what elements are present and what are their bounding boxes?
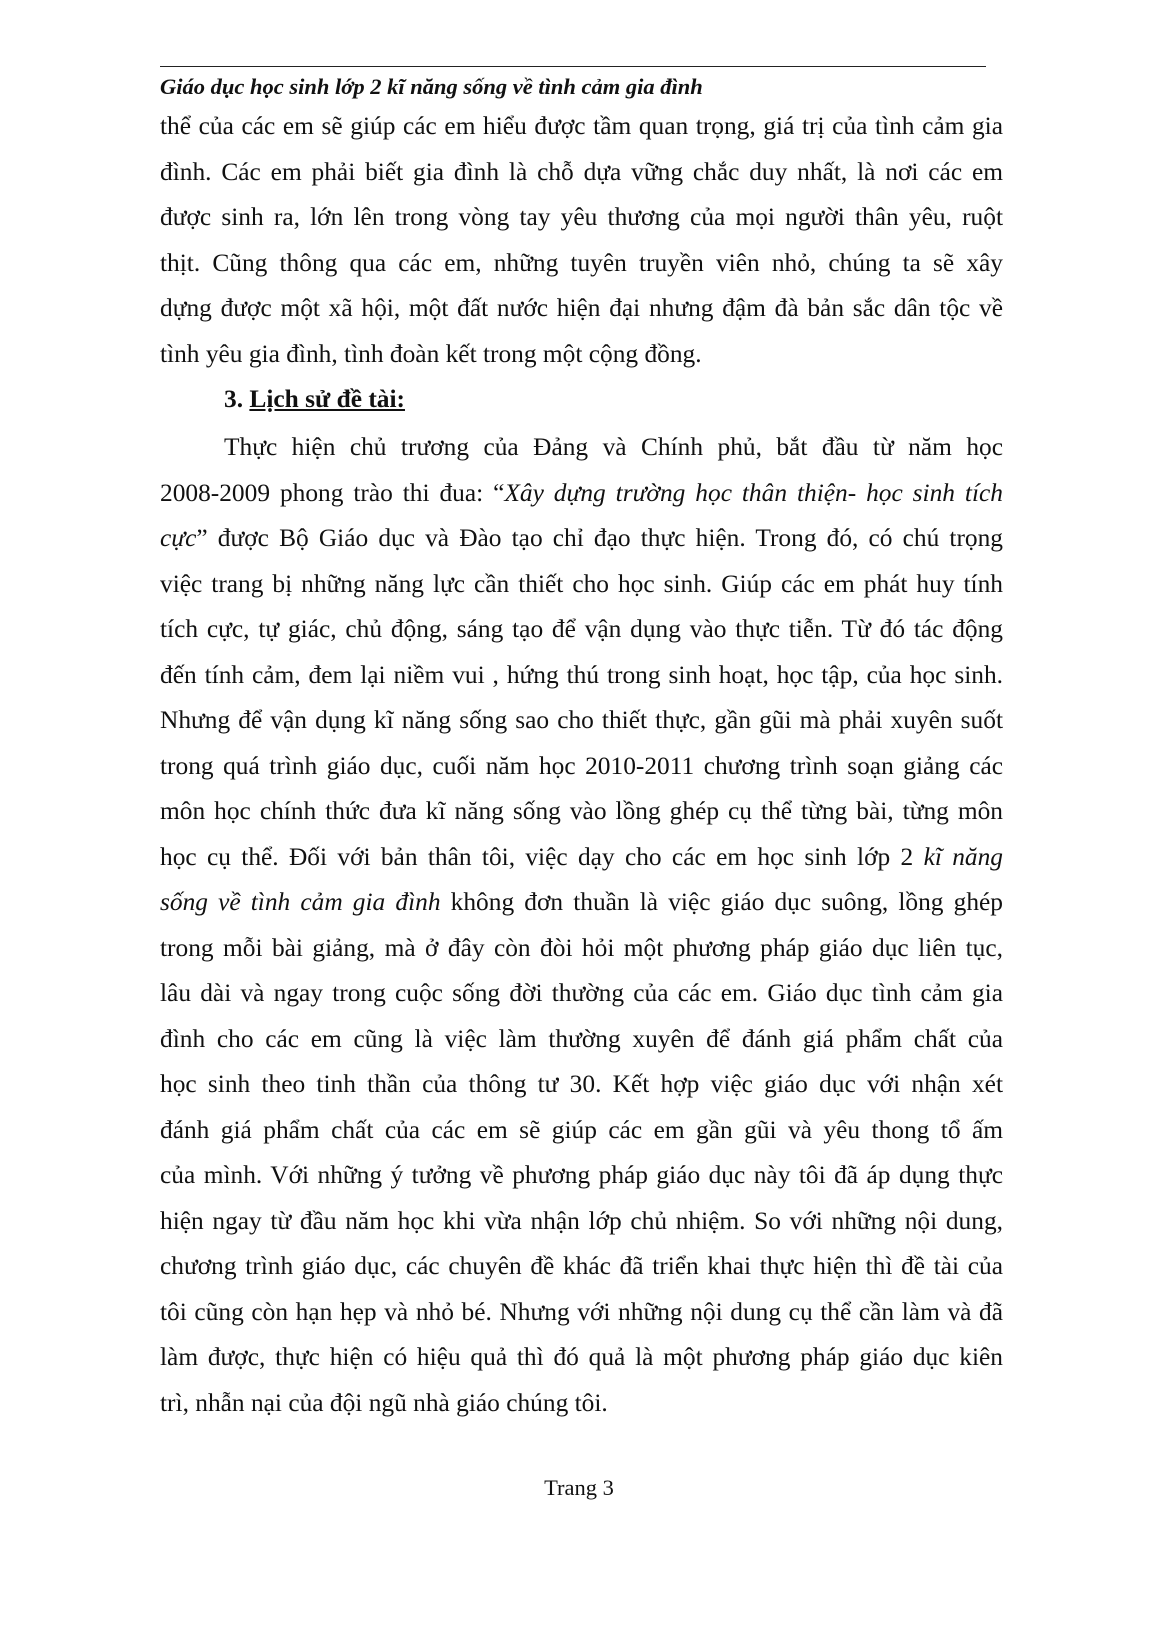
page-number: Trang 3 — [544, 1475, 614, 1500]
document-body — [160, 108, 1003, 1430]
paragraph-line: hiện ngay từ đầu năm học khi vừa nhận lớp chủ nhiệm. So với những nội dung, — [160, 1206, 1003, 1235]
paragraph-line: học sinh theo tinh thần của thông tư 30. Kết hợp việc giáo dục với nhận xét — [160, 1070, 1003, 1098]
paragraph-line: Nhưng để vận dụng kĩ năng sống sao cho thiết thực, gần gũi mà phải xuyên suốt — [160, 706, 1003, 734]
paragraph-line: tôi cũng còn hạn hẹp và nhỏ bé. Nhưng với những nội dung cụ thể cần làm và đã — [160, 1297, 1003, 1326]
section-number: 3. — [224, 385, 250, 413]
paragraph-line: trì, nhẫn nại của đội ngũ nhà giáo chúng tôi. — [160, 1388, 608, 1417]
paragraph-line: dựng được một xã hội, một đất nước hiện đại nhưng đậm đà bản sắc dân tộc về — [160, 294, 1003, 322]
section-title: Lịch sử đề tài: — [249, 385, 405, 413]
paragraph-line: Thực hiện chủ trương của Đảng và Chính phủ, bắt đầu từ năm học — [224, 433, 1003, 461]
paragraph-line: làm được, thực hiện có hiệu quả thì đó quả là một phương pháp giáo dục kiên — [160, 1343, 1003, 1371]
paragraph-line: đánh giá phẩm chất của các em sẽ giúp các em gần gũi và yêu thong tổ ấm — [160, 1115, 1003, 1144]
paragraph-line — [160, 520, 1003, 566]
paragraph-line: thịt. Cũng thông qua các em, những tuyên truyền viên nhỏ, chúng ta sẽ xây — [160, 248, 1003, 277]
paragraph-line: đến tính cảm, đem lại niềm vui , hứng thú trong sinh hoạt, học tập, của học sinh. — [160, 660, 1003, 689]
paragraph-line: trong quá trình giáo dục, cuối năm học 2010-2011 chương trình soạn giảng các — [160, 751, 1003, 780]
paragraph-line: thể của các em sẽ giúp các em hiểu được tầm quan trọng, giá trị của tình cảm gia — [160, 112, 1003, 140]
paragraph-line: của mình. Với những ý tưởng về phương pháp giáo dục này tôi đã áp dụng thực — [160, 1161, 1003, 1189]
italic-phrase: kĩ năng — [923, 842, 1003, 871]
line-text: 2008-2009 phong trào thi đua: “ — [160, 478, 505, 507]
italic-phrase: sống về tình cảm gia đình — [160, 888, 441, 916]
paragraph-line — [160, 475, 1003, 521]
paragraph-line: đình cho các em cũng là việc làm thường xuyên để đánh giá phẩm chất của — [160, 1024, 1003, 1053]
line-text: ” được Bộ Giáo dục và Đào tạo chỉ đạo thực hiện. Trong đó, có chú trọng — [196, 524, 1003, 552]
paragraph-line — [160, 884, 1003, 930]
line-text: không đơn thuần là việc giáo dục suông, lồng ghép — [440, 888, 1003, 916]
paragraph-line: lâu dài và ngay trong cuộc sống đời thường của các em. Giáo dục tình cảm gia — [160, 979, 1003, 1007]
italic-quote: cực — [160, 524, 197, 552]
line-text: học cụ thể. Đối với bản thân tôi, việc dạy cho các em học sinh lớp 2 — [160, 842, 924, 871]
paragraph-line: tích cực, tự giác, chủ động, sáng tạo để vận dụng vào thực tiễn. Từ đó tác động — [160, 615, 1003, 643]
running-header: Giáo dục học sinh lớp 2 kĩ năng sống về tình cảm gia đình — [160, 74, 703, 99]
paragraph-line: chương trình giáo dục, các chuyên đề khác đã triển khai thực hiện thì đề tài của — [160, 1252, 1003, 1280]
paragraph-line: trong mỗi bài giảng, mà ở đây còn đòi hỏi một phương pháp giáo dục liên tục, — [160, 933, 1003, 962]
paragraph-line: đình. Các em phải biết gia đình là chỗ dựa vững chắc duy nhất, là nơi các em — [160, 157, 1003, 186]
paragraph-line: môn học chính thức đưa kĩ năng sống vào lồng ghép cụ thể từng bài, từng môn — [160, 797, 1003, 825]
paragraph-line: được sinh ra, lớn lên trong vòng tay yêu thương của mọi người thân yêu, ruột — [160, 203, 1003, 231]
paragraph-line — [160, 839, 1003, 885]
italic-quote: Xây dựng trường học thân thiện- học sinh tích — [504, 478, 1004, 507]
header-rule — [160, 66, 986, 67]
section-heading — [160, 381, 1003, 429]
paragraph-line: việc trang bị những năng lực cần thiết cho học sinh. Giúp các em phát huy tính — [160, 569, 1003, 598]
paragraph-line: tình yêu gia đình, tình đoàn kết trong một cộng đồng. — [160, 339, 702, 368]
